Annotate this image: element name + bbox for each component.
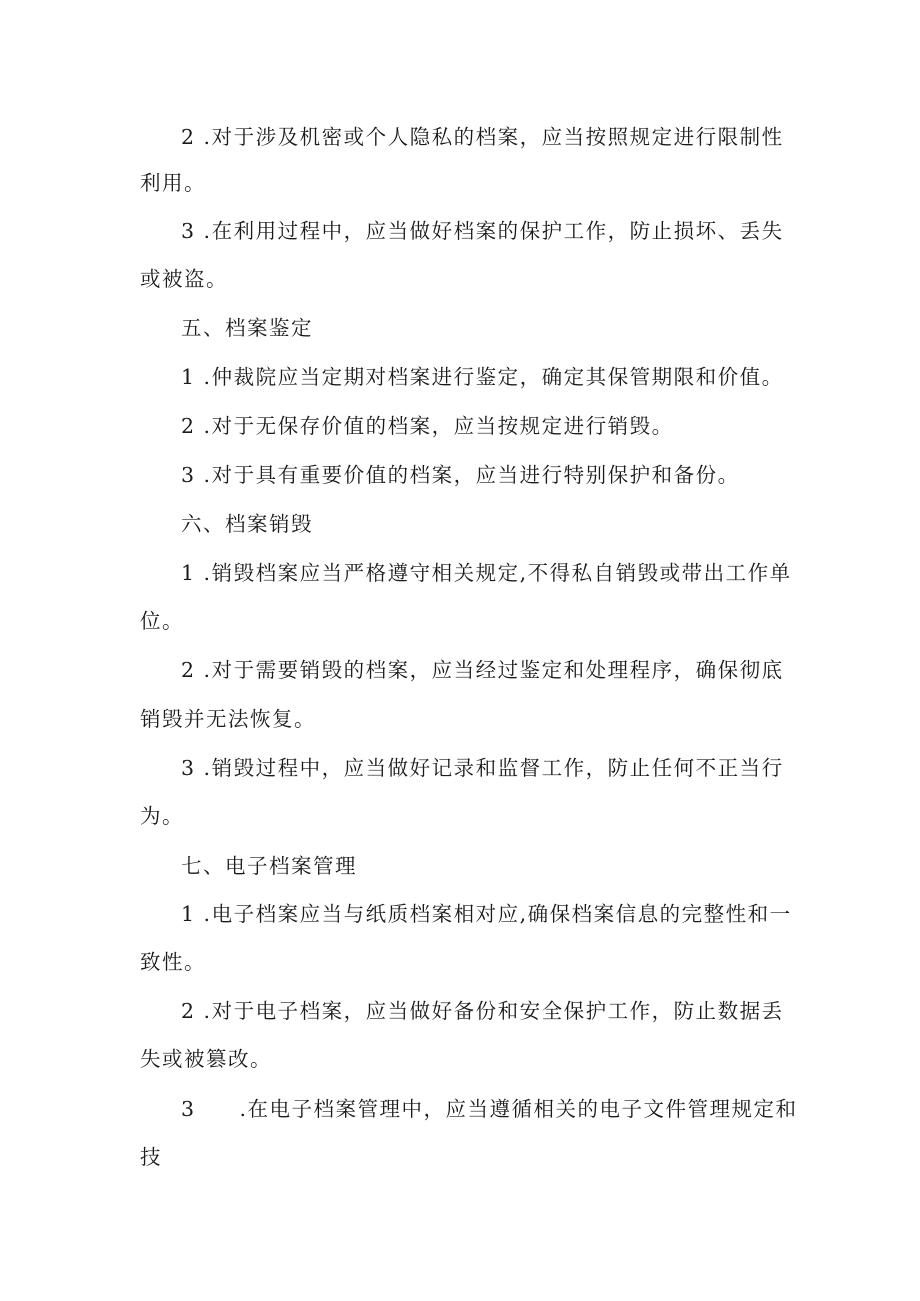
paragraph-line: 1 .电子档案应当与纸质档案相对应,确保档案信息的完整性和一 bbox=[181, 902, 792, 926]
section-heading: 七、电子档案管理 bbox=[181, 854, 357, 878]
paragraph-line: 3 .在电子档案管理中，应当遵循相关的电子文件管理规定和 bbox=[181, 1097, 798, 1121]
paragraph-line: 技 bbox=[140, 1145, 162, 1169]
paragraph-line: 利用。 bbox=[140, 171, 206, 195]
paragraph-line: 2 .对于需要销毁的档案，应当经过鉴定和处理程序，确保彻底 bbox=[181, 658, 784, 682]
paragraph-line: 3 .销毁过程中，应当做好记录和监督工作，防止任何不正当行 bbox=[181, 756, 784, 780]
paragraph-line: 3 .在利用过程中，应当做好档案的保护工作，防止损坏、丢失 bbox=[181, 219, 784, 243]
section-heading: 六、档案销毁 bbox=[181, 512, 313, 536]
paragraph-line: 致性。 bbox=[140, 950, 206, 974]
paragraph-line: 或被盗。 bbox=[140, 267, 228, 291]
paragraph-line: 位。 bbox=[140, 609, 184, 633]
paragraph-line: 为。 bbox=[140, 804, 184, 828]
paragraph-line: 2 .对于电子档案，应当做好备份和安全保护工作，防止数据丢 bbox=[181, 999, 784, 1023]
paragraph-line: 3 .对于具有重要价值的档案，应当进行特别保护和备份。 bbox=[181, 463, 740, 487]
paragraph-line: 1 .销毁档案应当严格遵守相关规定,不得私自销毁或带出工作单 bbox=[181, 561, 792, 585]
paragraph-line: 失或被篡改。 bbox=[140, 1047, 272, 1071]
paragraph-line: 1 .仲裁院应当定期对档案进行鉴定，确定其保管期限和价值。 bbox=[181, 365, 784, 389]
section-heading: 五、档案鉴定 bbox=[181, 316, 313, 340]
paragraph-line: 2 .对于涉及机密或个人隐私的档案，应当按照规定进行限制性 bbox=[181, 125, 784, 149]
paragraph-line: 2 .对于无保存价值的档案，应当按规定进行销毁。 bbox=[181, 414, 674, 438]
paragraph-line: 销毁并无法恢复。 bbox=[140, 707, 316, 731]
